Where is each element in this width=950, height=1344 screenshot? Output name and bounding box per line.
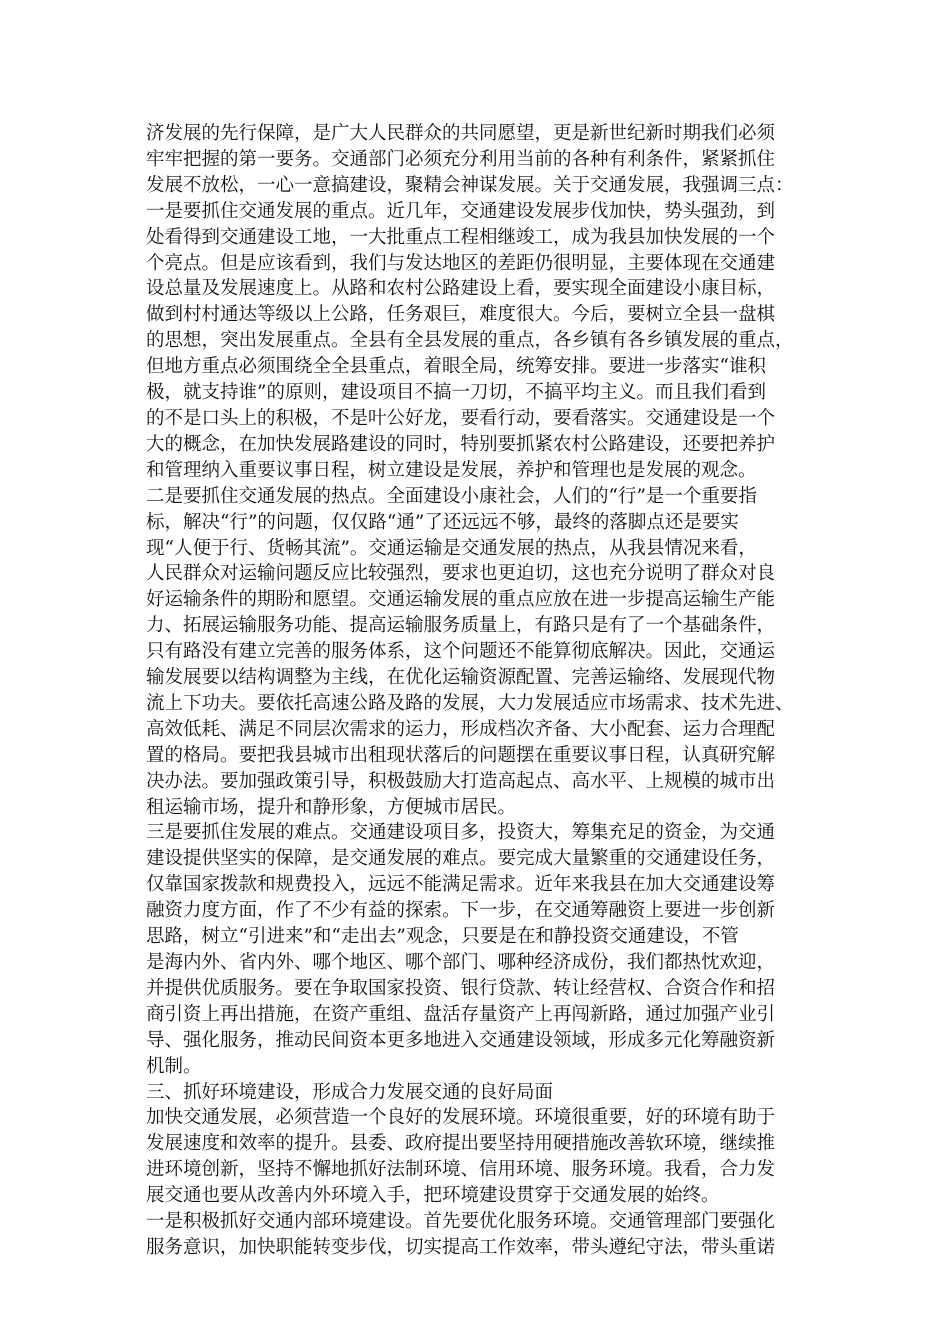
text-line: 租运输市场，提升和静形象，方便城市居民。 [146,796,517,818]
paragraph [146,1080,810,1106]
text-line: 济发展的先行保障，是广大人民群众的共同愿望，更是新世纪新时期我们必须 [146,123,776,144]
paragraph [146,1209,810,1261]
text-line: 进环境创新，坚持不懈地抓好法制环境、信用环境、服务环境。我看，合力发 [146,1159,776,1181]
text-line: 极，就支持谁”的原则，建设项目不搞一刀切，不搞平均主义。而且我们看到 [146,382,766,404]
text-line: 三是要抓住发展的难点。交通建设项目多，投资大，筹集充足的资金，为交通 [146,822,776,844]
paragraph [146,199,810,484]
text-line: 思路，树立“引进来”和“走出去”观念，只要是在和静投资交通建设，不管 [146,926,739,948]
text-line: 牢牢把握的第一要务。交通部门必须充分利用当前的各种有利条件，紧紧抓住 [146,148,776,170]
paragraph [146,484,810,821]
text-line: 输发展要以结构调整为主线，在优化运输资源配置、完善运输络、发展现代物 [146,667,776,689]
text-line: 个亮点。但是应该看到，我们与发达地区的差距仍很明显，主要体现在交通建 [146,252,776,274]
paragraph [146,820,810,1079]
paragraph [146,121,810,199]
text-line: 融资力度方面，作了不少有益的探索。下一步，在交通筹融资上要进一步创新 [146,900,776,922]
text-line: 的不是口头上的积极，不是叶公好龙，要看行动，要看落实。交通建设是一个 [146,407,776,429]
text-line: 展交通也要从改善内外环境入手，把环境建设贯穿于交通发展的始终。 [146,1185,720,1207]
text-line: 商引资上再出措施，在资产重组、盘活存量资产上再闯新路，通过加强产业引 [146,1003,776,1025]
text-line: 做到村村通达等级以上公路，任务艰巨，难度很大。今后，要树立全县一盘棋 [146,304,776,326]
text-line: 服务意识，加快职能转变步伐，切实提高工作效率，带头遵纪守法，带头重诺 [146,1236,776,1258]
text-line: 好运输条件的期盼和愿望。交通运输发展的重点应放在进一步提高运输生产能 [146,589,776,611]
text-line: 是海内外、省内外、哪个地区、哪个部门、哪种经济成份，我们都热忱欢迎， [146,952,776,973]
text-line: 一是要抓住交通发展的重点。近几年，交通建设发展步伐加快，势头强劲，到 [146,200,776,222]
text-line: 高效低耗、满足不同层次需求的运力，形成档次齐备、大小配套、运力合理配 [146,718,776,740]
text-line: 导、强化服务，推动民间资本更多地进入交通建设领域，形成多元化筹融资新 [146,1029,776,1051]
text-line: 机制。 [146,1055,202,1077]
text-line: 发展不放松，一心一意搞建设，聚精会神谋发展。关于交通发展，我强调三点： [146,174,794,196]
text-line: 置的格局。要把我县城市出租现状落后的问题摆在重要议事日程，认真研究解 [146,744,776,766]
text-line: 人民群众对运输问题反应比较强烈，要求也更迫切，这也充分说明了群众对良 [146,563,776,585]
document-body [146,121,810,1261]
text-line: 处看得到交通建设工地，一大批重点工程相继竣工，成为我县加快发展的一个 [146,226,776,248]
text-line: 大的概念，在加快发展路建设的同时，特别要抓紧农村公路建设，还要把养护 [146,433,776,455]
text-line: 二是要抓住交通发展的热点。全面建设小康社会，人们的“行”是一个重要指 [146,485,757,507]
text-line: 设总量及发展速度上。从路和农村公路建设上看，要实现全面建设小康目标， [146,278,776,300]
text-line: 建设提供坚实的保障，是交通发展的难点。要完成大量繁重的交通建设任务， [146,848,776,870]
text-line: 标，解决“行”的问题，仅仅路“通”了还远远不够，最终的落脚点还是要实 [146,511,739,533]
text-line: 决办法。要加强政策引导，积极鼓励大打造高起点、高水平、上规模的城市出 [146,770,776,792]
paragraph [146,1105,810,1209]
text-line: 三、抓好环境建设，形成合力发展交通的良好局面 [146,1081,554,1103]
text-line: 现“人便于行、货畅其流”。交通运输是交通发展的热点，从我县情况来看， [146,537,757,559]
text-line: 只有路没有建立完善的服务体系，这个问题还不能算彻底解决。因此，交通运 [146,641,776,663]
text-line: 力、拓展运输服务功能、提高运输服务质量上，有路只是有了一个基础条件， [146,615,776,637]
text-line: 加快交通发展，必须营造一个良好的发展环境。环境很重要，好的环境有助于 [146,1107,776,1129]
text-line: 但地方重点必须围绕全全县重点，着眼全局，统筹安排。要进一步落实“谁积 [146,356,766,378]
text-line: 一是积极抓好交通内部环境建设。首先要优化服务环境。交通管理部门要强化 [146,1211,776,1233]
text-line: 并提供优质服务。要在争取国家投资、银行贷款、转让经营权、合资合作和招 [146,977,776,999]
text-line: 流上下功夫。要依托高速公路及路的发展，大力发展适应市场需求、技术先进、 [146,692,794,714]
text-line: 发展速度和效率的提升。县委、政府提出要坚持用硬措施改善软环境，继续推 [146,1133,776,1155]
text-line: 的思想，突出发展重点。全县有全县发展的重点，各乡镇有各乡镇发展的重点， [146,330,794,352]
text-line: 和管理纳入重要议事日程，树立建设是发展，养护和管理也是发展的观念。 [146,459,757,481]
text-line: 仅靠国家拨款和规费投入，远远不能满足需求。近年来我县在加大交通建设筹 [146,874,776,896]
